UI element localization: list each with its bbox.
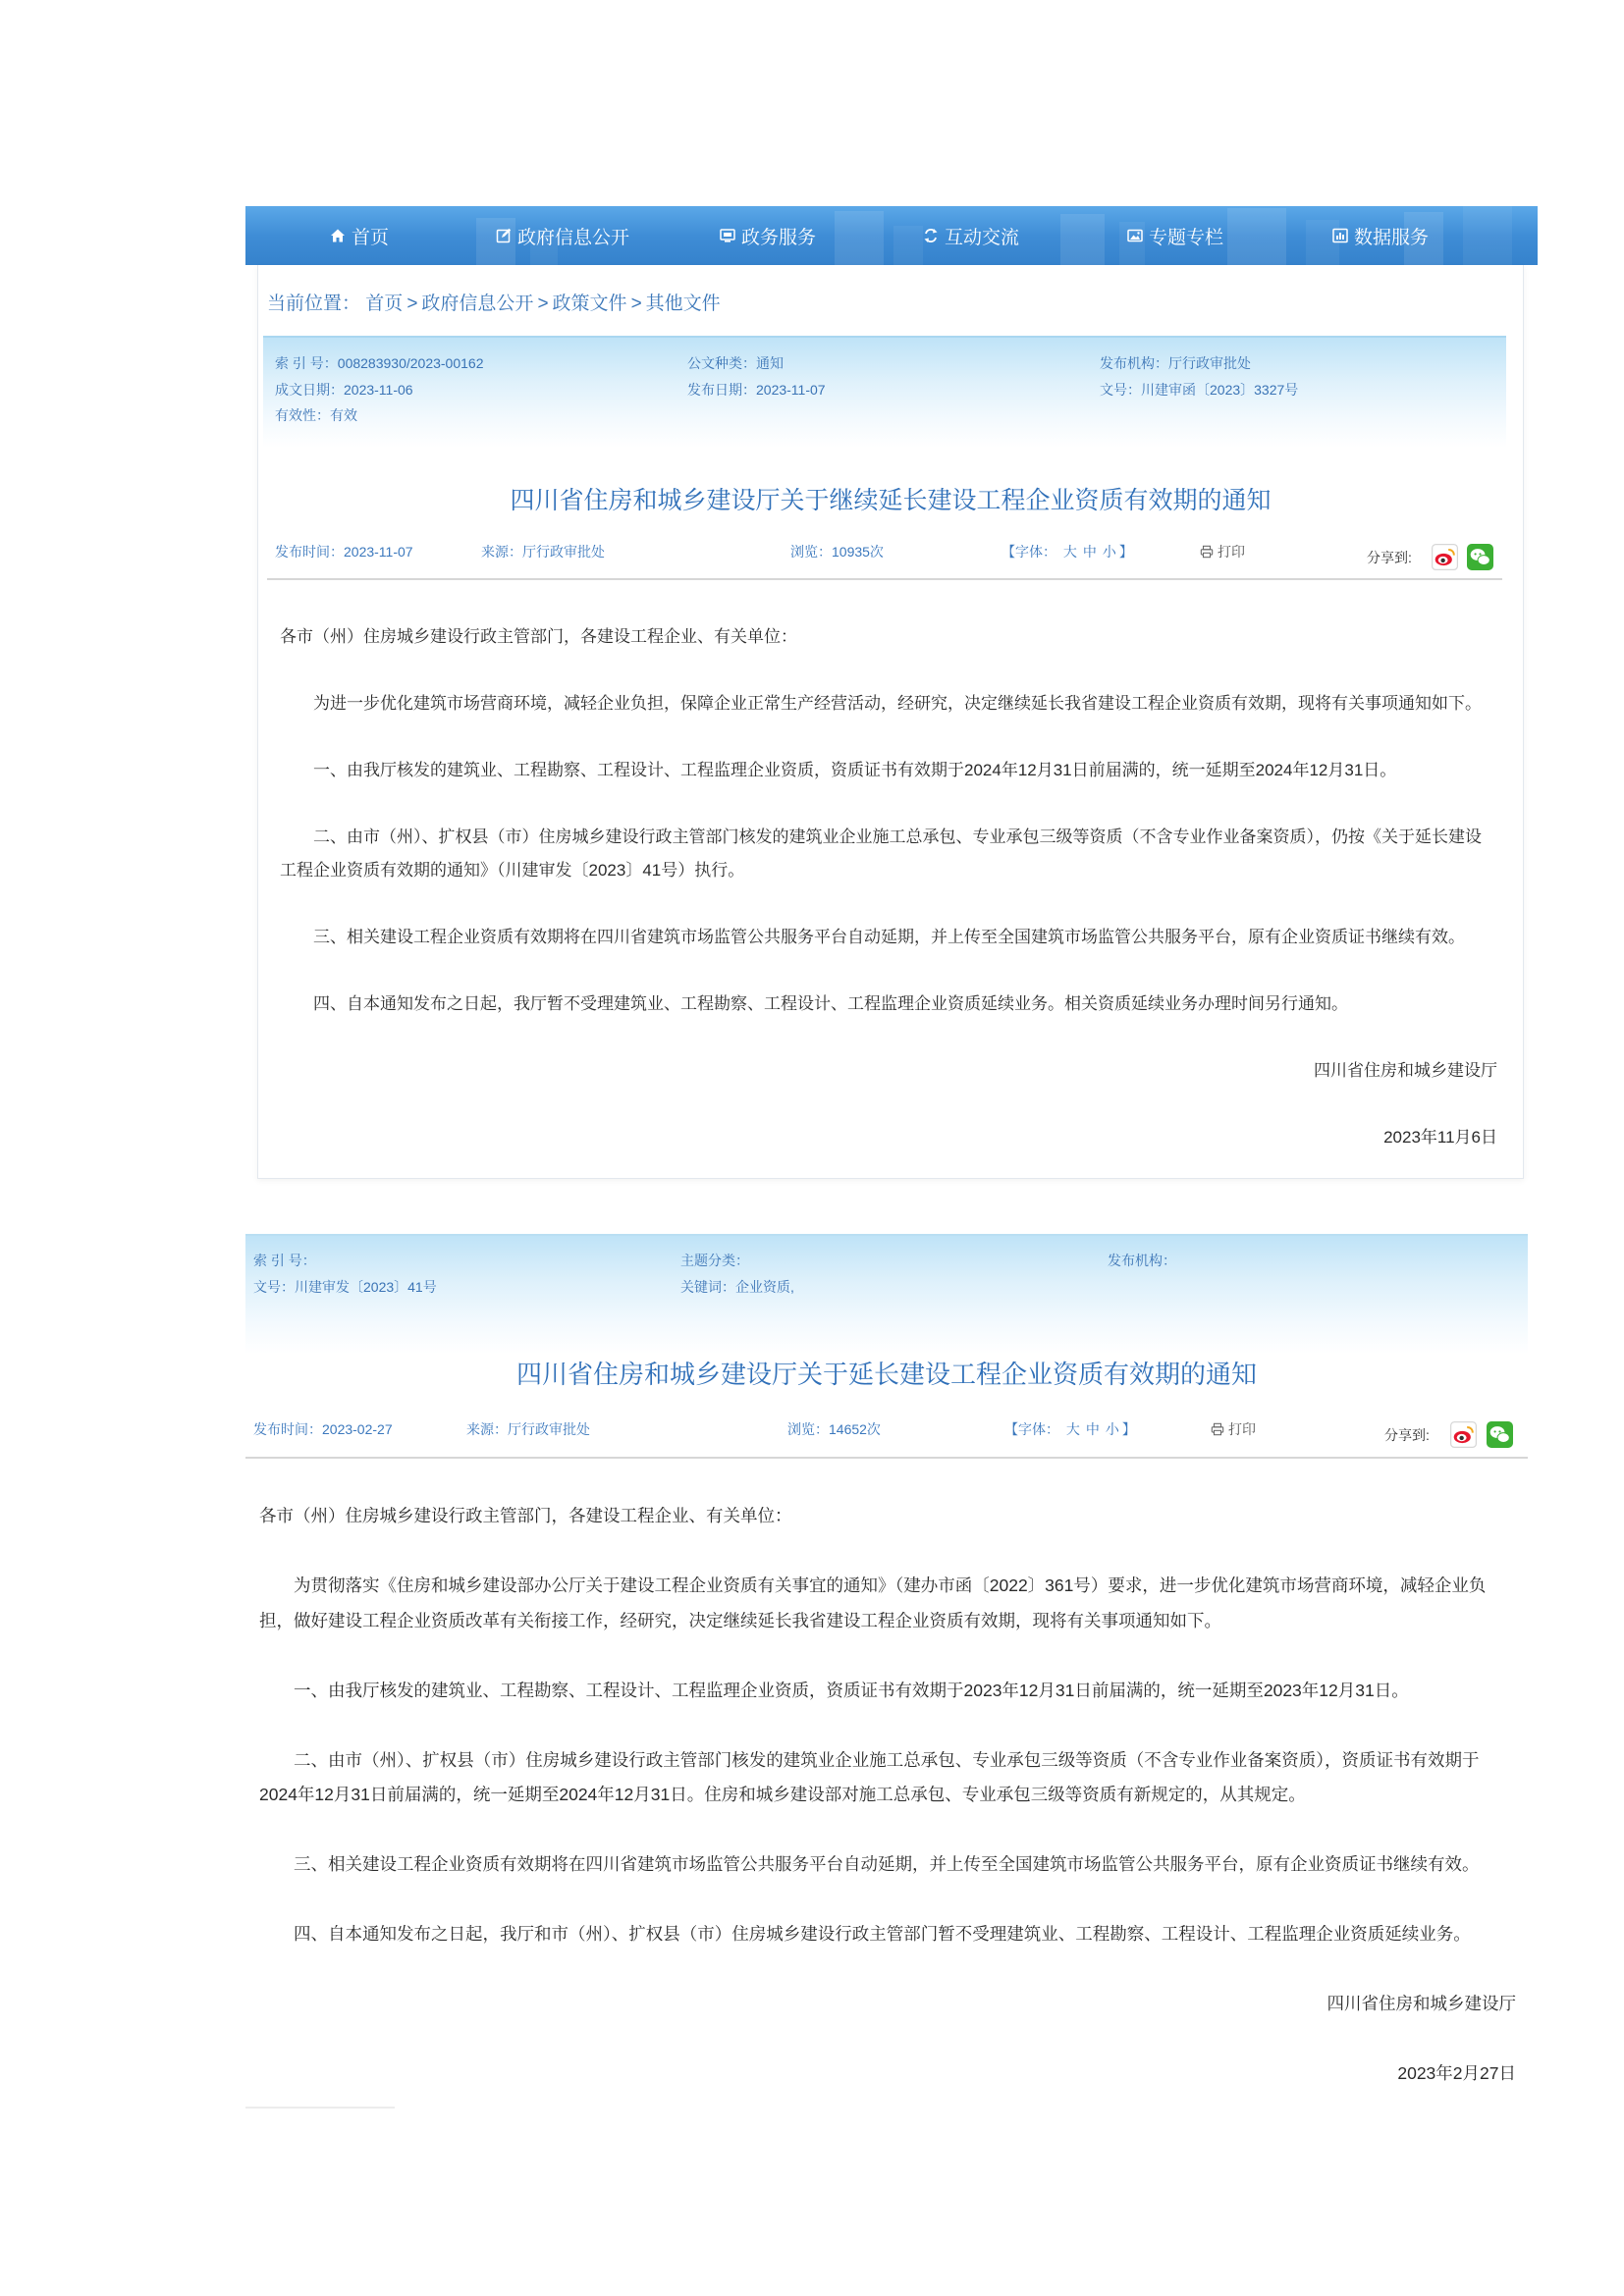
meta-document-type bbox=[687, 354, 784, 372]
nav-label: 政府信息公开 bbox=[517, 227, 630, 248]
meta-value: 川建审发〔2023〕41号 bbox=[295, 1279, 437, 1295]
crop-edge-line bbox=[245, 2107, 395, 2109]
nav-home[interactable] bbox=[330, 206, 389, 265]
monitor-icon bbox=[720, 228, 735, 243]
breadcrumb-separator: > bbox=[537, 294, 549, 314]
document-meta-box bbox=[245, 1234, 1528, 1354]
signature-date: 2023年11月6日 bbox=[1383, 1128, 1497, 1147]
body-paragraph: 二、由市（州）、扩权县（市）住房城乡建设行政主管部门核发的建筑业企业施工总承包、专业承包三级等资质（不含专业作业备案资质），仍按《关于延长建设工程企业资质有效期的通知》（川建审发〔2023〕41号）执行。 bbox=[280, 828, 1482, 880]
meta-document-number bbox=[253, 1278, 437, 1296]
print-label: 打印 bbox=[1218, 544, 1245, 560]
info-label: 浏览： bbox=[787, 1421, 829, 1437]
font-size-control bbox=[1001, 542, 1133, 561]
nav-government-info[interactable] bbox=[496, 206, 629, 265]
body-paragraph: 二、由市（州）、扩权县（市）住房城乡建设行政主管部门核发的建筑业企业施工总承包、专业承包三级等资质（不含专业作业备案资质），资质证书有效期于2024年12月31日前届满的，统一延期至2024年12月31日。住房和城乡建设部对施工总承包、专业承包三级等资质有新规定的，从其规定。 bbox=[259, 1749, 1480, 1804]
info-label: 来源： bbox=[481, 544, 522, 560]
print-button[interactable] bbox=[1211, 1419, 1256, 1439]
nav-government-services[interactable] bbox=[720, 206, 816, 265]
font-size-prefix: 【字体： bbox=[1004, 1421, 1059, 1437]
body-paragraph: 为贯彻落实《住房和城乡建设部办公厅关于建设工程企业资质有关事宜的通知》（建办市函〔2022〕361号）要求，进一步优化建筑市场营商环境，减轻企业负担，做好建设工程企业资质改革有关衔接工作，经研究，决定继续延长我省建设工程企业资质有效期，现将有关事项通知如下。 bbox=[259, 1575, 1487, 1630]
nav-label: 数据服务 bbox=[1354, 227, 1430, 248]
meta-document-number bbox=[1100, 381, 1298, 399]
info-value: 10935次 bbox=[832, 544, 884, 560]
breadcrumb-home[interactable]: 首页 bbox=[365, 294, 404, 314]
meta-label: 索 引 号： bbox=[275, 355, 338, 371]
body-paragraph: 一、由我厅核发的建筑业、工程勘察、工程设计、工程监理企业资质，资质证书有效期于2023年12月31日前届满的，统一延期至2023年12月31日。 bbox=[294, 1680, 1409, 1700]
font-size-medium[interactable]: 中 bbox=[1085, 1421, 1100, 1437]
breadcrumb-policy-documents[interactable]: 政策文件 bbox=[552, 294, 627, 314]
meta-drafted-date bbox=[275, 381, 413, 399]
signature: 四川省住房和城乡建设厅 bbox=[1314, 1061, 1497, 1080]
skyline-decoration bbox=[1227, 208, 1286, 265]
title-divider bbox=[245, 1457, 1528, 1459]
font-size-suffix: 】 bbox=[1121, 1421, 1136, 1437]
body-paragraph: 一、由我厅核发的建筑业、工程勘察、工程设计、工程监理企业资质，资质证书有效期于2024年12月31日前届满的，统一延期至2024年12月31日。 bbox=[313, 761, 1397, 779]
notice-body bbox=[259, 1499, 1516, 2126]
meta-value: 厅行政审批处 bbox=[1168, 355, 1251, 371]
chart-icon bbox=[1332, 228, 1348, 243]
nav-interaction[interactable] bbox=[923, 206, 1019, 265]
publish-time bbox=[275, 542, 413, 561]
font-size-small[interactable]: 小 bbox=[1102, 544, 1116, 560]
meta-label: 成文日期： bbox=[275, 382, 344, 398]
meta-index-number bbox=[275, 354, 483, 372]
publish-time bbox=[253, 1419, 393, 1439]
meta-label: 关键词： bbox=[680, 1279, 735, 1295]
info-value: 2023-02-27 bbox=[322, 1421, 393, 1437]
nav-special-topics[interactable] bbox=[1127, 206, 1223, 265]
meta-label: 发布机构： bbox=[1100, 355, 1168, 371]
meta-label: 索 引 号： bbox=[253, 1253, 316, 1268]
font-size-large[interactable]: 大 bbox=[1065, 1421, 1080, 1437]
breadcrumb-other-documents[interactable]: 其他文件 bbox=[645, 294, 721, 314]
info-label: 来源： bbox=[466, 1421, 508, 1437]
font-size-control bbox=[1004, 1419, 1136, 1439]
meta-value: 2023-11-07 bbox=[756, 382, 826, 398]
edit-icon bbox=[496, 228, 512, 243]
info-label: 发布时间： bbox=[253, 1421, 322, 1437]
meta-value: 008283930/2023-00162 bbox=[337, 355, 484, 371]
view-count bbox=[790, 542, 884, 561]
print-button[interactable] bbox=[1200, 542, 1245, 561]
info-value: 厅行政审批处 bbox=[508, 1421, 590, 1437]
share-label: 分享到: bbox=[1367, 550, 1412, 565]
notice-title: 四川省住房和城乡建设厅关于继续延长建设工程企业资质有效期的通知 bbox=[510, 487, 1272, 514]
body-paragraph: 四、自本通知发布之日起，我厅暂不受理建筑业、工程勘察、工程设计、工程监理企业资质延续业务。相关资质延续业务办理时间另行通知。 bbox=[313, 994, 1348, 1013]
meta-issuing-agency bbox=[1108, 1252, 1176, 1269]
meta-index-number bbox=[253, 1252, 316, 1269]
wechat-icon[interactable] bbox=[1467, 544, 1493, 570]
meta-subject-category bbox=[680, 1252, 749, 1269]
signature-date: 2023年2月27日 bbox=[1397, 2063, 1516, 2083]
meta-value: 有效 bbox=[330, 407, 357, 423]
body-paragraph: 三、相关建设工程企业资质有效期将在四川省建筑市场监管公共服务平台自动延期，并上传至全国建筑市场监管公共服务平台，原有企业资质证书继续有效。 bbox=[294, 1854, 1480, 1874]
signature: 四川省住房和城乡建设厅 bbox=[1326, 1994, 1516, 2013]
nav-label: 政务服务 bbox=[741, 227, 817, 248]
meta-validity bbox=[275, 406, 357, 424]
font-size-large[interactable]: 大 bbox=[1062, 544, 1077, 560]
main-nav-bar bbox=[245, 206, 1538, 265]
font-size-medium[interactable]: 中 bbox=[1082, 544, 1097, 560]
font-size-prefix: 【字体： bbox=[1001, 544, 1056, 560]
info-label: 浏览： bbox=[790, 544, 832, 560]
meta-value: 川建审函〔2023〕3327号 bbox=[1141, 382, 1299, 398]
body-paragraph: 为进一步优化建筑市场营商环境，减轻企业负担，保障企业正常生产经营活动，经研究，决定继续延长我省建设工程企业资质有效期，现将有关事项通知如下。 bbox=[313, 694, 1482, 713]
meta-value: 企业资质, bbox=[735, 1279, 794, 1295]
source bbox=[481, 542, 605, 561]
meta-label: 主题分类： bbox=[680, 1253, 749, 1268]
info-label: 发布时间： bbox=[275, 544, 344, 560]
font-size-suffix: 】 bbox=[1118, 544, 1133, 560]
skyline-decoration bbox=[1060, 214, 1105, 265]
meta-label: 发布机构： bbox=[1108, 1253, 1176, 1268]
meta-keywords bbox=[680, 1278, 794, 1296]
view-count bbox=[787, 1419, 881, 1439]
skyline-decoration bbox=[1463, 206, 1512, 265]
breadcrumb-separator: > bbox=[406, 294, 418, 314]
meta-label: 文号： bbox=[1100, 382, 1141, 398]
breadcrumb-separator: > bbox=[630, 294, 642, 314]
wechat-icon[interactable] bbox=[1487, 1421, 1513, 1448]
notice-body bbox=[280, 620, 1497, 1188]
salutation: 各市（州）住房城乡建设行政主管部门，各建设工程企业、有关单位： bbox=[259, 1506, 792, 1525]
source bbox=[466, 1419, 590, 1439]
nav-label: 互动交流 bbox=[945, 227, 1020, 248]
skyline-decoration bbox=[835, 211, 884, 265]
meta-label: 文号： bbox=[253, 1279, 295, 1295]
meta-label: 发布日期： bbox=[687, 382, 756, 398]
info-value: 14652次 bbox=[829, 1421, 881, 1437]
breadcrumb-prefix: 当前位置： bbox=[267, 294, 361, 314]
meta-issuing-agency bbox=[1100, 354, 1251, 372]
print-label: 打印 bbox=[1228, 1421, 1256, 1437]
nav-label: 专题专栏 bbox=[1149, 227, 1224, 248]
printer-icon bbox=[1200, 545, 1214, 559]
body-paragraph: 三、相关建设工程企业资质有效期将在四川省建筑市场监管公共服务平台自动延期，并上传至全国建筑市场监管公共服务平台，原有企业资质证书继续有效。 bbox=[313, 928, 1465, 946]
meta-value: 2023-11-06 bbox=[344, 382, 413, 398]
document-meta-box bbox=[263, 336, 1506, 448]
meta-value: 通知 bbox=[756, 355, 784, 371]
info-value: 厅行政审批处 bbox=[522, 544, 605, 560]
breadcrumb bbox=[267, 291, 721, 318]
printer-icon bbox=[1211, 1422, 1224, 1436]
skyline-decoration bbox=[893, 226, 923, 265]
image-icon bbox=[1127, 228, 1143, 243]
notice-title: 四川省住房和城乡建设厅关于延长建设工程企业资质有效期的通知 bbox=[515, 1360, 1257, 1389]
weibo-icon[interactable] bbox=[1450, 1421, 1477, 1448]
exchange-icon bbox=[923, 228, 939, 243]
share-label: 分享到: bbox=[1384, 1427, 1430, 1443]
body-paragraph: 四、自本通知发布之日起，我厅和市（州）、扩权县（市）住房城乡建设行政主管部门暂不受理建筑业、工程勘察、工程设计、工程监理企业资质延续业务。 bbox=[294, 1924, 1471, 1944]
home-icon bbox=[330, 228, 346, 243]
info-value: 2023-11-07 bbox=[344, 544, 413, 560]
meta-publish-date bbox=[687, 381, 826, 399]
meta-label: 公文种类： bbox=[687, 355, 756, 371]
salutation: 各市（州）住房城乡建设行政主管部门，各建设工程企业、有关单位： bbox=[280, 627, 797, 646]
font-size-small[interactable]: 小 bbox=[1105, 1421, 1119, 1437]
nav-label: 首页 bbox=[352, 227, 390, 248]
title-divider bbox=[267, 578, 1502, 580]
breadcrumb-government-info[interactable]: 政府信息公开 bbox=[421, 294, 534, 314]
weibo-icon[interactable] bbox=[1432, 544, 1458, 570]
meta-label: 有效性： bbox=[275, 407, 330, 423]
nav-data-services[interactable] bbox=[1332, 206, 1429, 265]
